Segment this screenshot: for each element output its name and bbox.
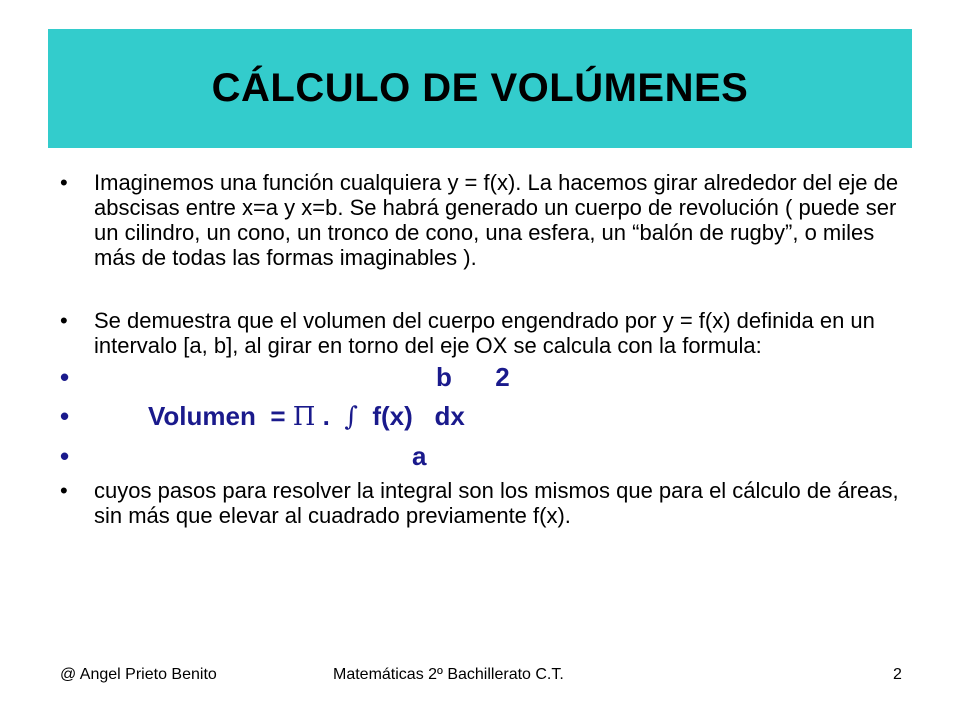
- formula-main-line: [60, 397, 920, 437]
- paragraph-intro: [60, 170, 920, 270]
- bullet-marker: •: [60, 401, 70, 431]
- footer-course: Matemáticas 2º Bachillerato C.T.: [333, 666, 564, 683]
- formula-upper-line: [60, 358, 920, 397]
- paragraph-steps: [60, 478, 920, 528]
- paragraph-steps-text: cuyos pasos para resolver la integral son los mismos que para el cálculo de áreas, sin más que elevar al cuadrado previamente f(x).: [94, 478, 899, 528]
- bullet-marker: •: [60, 362, 70, 392]
- paragraph-theorem-text: Se demuestra que el volumen del cuerpo engendrado por y = f(x) definida en un intervalo [a, b], al girar en torno del eje OX se calcula con la formula:: [94, 308, 875, 358]
- footer-page-number: 2: [893, 666, 902, 683]
- lower-limit: a: [412, 441, 427, 471]
- pi-symbol: Π: [292, 402, 316, 432]
- equals-sign: =: [270, 401, 286, 431]
- formula-lower-line: [60, 437, 920, 476]
- bullet-marker: •: [60, 170, 68, 195]
- bullet-marker: •: [60, 478, 68, 503]
- bullet-marker: •: [60, 441, 70, 471]
- slide-body: [60, 170, 920, 528]
- integral-symbol: ∫: [344, 402, 358, 432]
- differential: dx: [434, 401, 465, 431]
- product-dot: .: [322, 401, 330, 431]
- upper-limit: b: [436, 362, 452, 392]
- slide-title: CÁLCULO DE VOLÚMENES: [211, 66, 749, 110]
- paragraph-theorem: [60, 308, 920, 358]
- title-banner: [48, 29, 912, 148]
- footer-author: @ Angel Prieto Benito: [60, 666, 217, 683]
- paragraph-intro-text: Imaginemos una función cualquiera y = f(x). La hacemos girar alrededor del eje de abscisas entre x=a y x=b. Se habrá generado un cuerpo de revolución ( puede ser un cilindro, un cono, un tronco de cono, una esfera, un “balón de rugby”, o miles más de todas las formas imaginables ).: [94, 170, 899, 270]
- exponent: 2: [495, 362, 510, 392]
- formula-label: Volumen: [148, 401, 256, 431]
- integrand: f(x): [372, 401, 413, 431]
- bullet-marker: •: [60, 308, 68, 333]
